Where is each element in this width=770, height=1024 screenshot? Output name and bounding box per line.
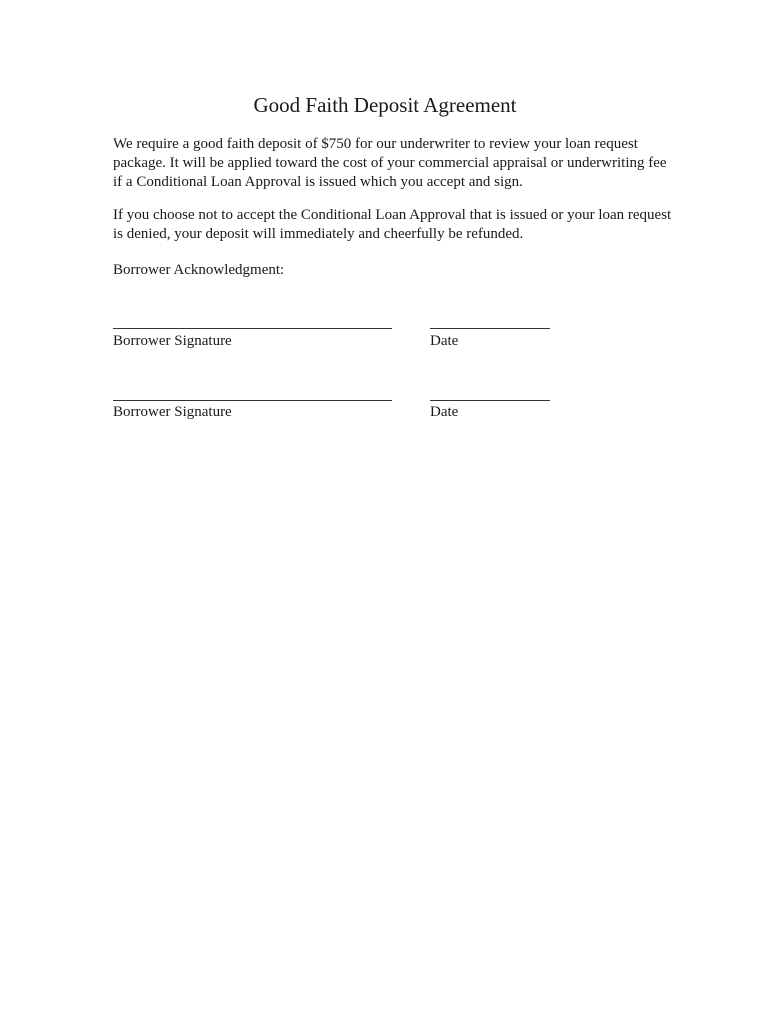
document-title: Good Faith Deposit Agreement [253, 93, 517, 117]
date-label-2: Date [430, 404, 459, 420]
acknowledgment-label: Borrower Acknowledgment: [113, 262, 285, 278]
signature-line-1[interactable] [113, 328, 392, 329]
date-line-1[interactable] [430, 328, 550, 329]
signature-label-1: Borrower Signature [113, 333, 232, 349]
signature-label-2: Borrower Signature [113, 404, 232, 420]
date-line-2[interactable] [430, 400, 550, 401]
signature-line-2[interactable] [113, 400, 392, 401]
refund-paragraph: If you choose not to accept the Conditional Loan Approval that is issued or your loan request is denied, your deposit will immediately and cheerfully be refunded. [113, 207, 672, 242]
date-label-1: Date [430, 333, 459, 349]
deposit-paragraph: We require a good faith deposit of $750 for our underwriter to review your loan request package. It will be applied toward the cost of your commercial appraisal or underwriting fee if a Conditional Loan Approval is issued which you accept and sign. [113, 136, 667, 190]
